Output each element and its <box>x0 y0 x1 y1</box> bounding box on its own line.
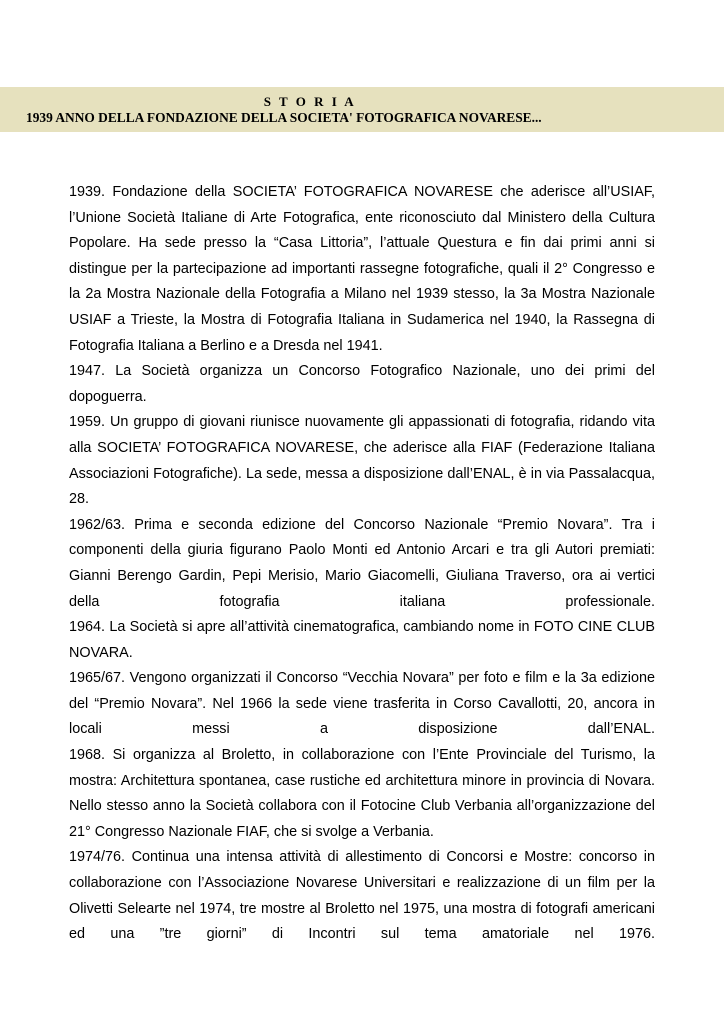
page-title: S T O R I A <box>263 94 357 109</box>
history-text <box>69 180 655 948</box>
paragraph-1965: 1965/67. Vengono organizzati il Concorso “Vecchia Novara” per foto e film e la 3a edizione del “Premio Novara”. Nel 1966 la sede viene trasferita in Corso Cavallotti, 20, ancora in locali messi a disposizione dall’ENAL. <box>69 670 655 738</box>
paragraph-1939: 1939. Fondazione della SOCIETA’ FOTOGRAFICA NOVARESE che aderisce all’USIAF, l’Unione Società Italiane di Arte Fotografica, ente riconosciuto dal Ministero della Cultura Popolare. Ha sede presso la “Casa Littoria”, l’attuale Questura e fin dai primi anni si distingue per la partecipazione ad importanti rassegne fotografiche, quali il 2° Congresso e la 2a Mostra Nazionale della Fotografia a Milano nel 1939 stesso, la 3a Mostra Nazionale USIAF a Trieste, la Mostra di Fotografia Italiana in Sudamerica nel 1940, la Rassegna di Fotografia Italiana a Berlino e a Dresda nel 1941. <box>69 184 655 354</box>
page-subtitle: 1939 ANNO DELLA FONDAZIONE DELLA SOCIETA' FOTOGRAFICA NOVARESE... <box>26 110 542 125</box>
paragraph-1962: 1962/63. Prima e seconda edizione del Concorso Nazionale “Premio Novara”. Tra i componenti della giuria figurano Paolo Monti ed Antonio Arcari e tra gli Autori premiati: Gianni Berengo Gardin, Pepi Merisio, Mario Giacomelli, Giuliana Traverso, ora ai vertici della fotografia italiana professionale. <box>69 516 655 610</box>
header-band <box>0 87 724 132</box>
paragraph-1959: 1959. Un gruppo di giovani riunisce nuovamente gli appassionati di fotografia, ridando vita alla SOCIETA’ FOTOGRAFICA NOVARESE, che aderisce alla FIAF (Federazione Italiana Associazioni Fotografiche). La sede, messa a disposizione dall’ENAL, è in via Passalacqua, 28. <box>69 414 655 508</box>
paragraph-1974: 1974/76. Continua una intensa attività di allestimento di Concorsi e Mostre: concorso in collaborazione con l’Associazione Novarese Universitari e realizzazione di un film per la Olivetti Selearte nel 1974, tre mostre al Broletto nel 1975, una mostra di fotografi americani ed una ”tre giorni” di Incontri sul tema amatoriale nel 1976. <box>69 849 655 943</box>
paragraph-1947: 1947. La Società organizza un Concorso Fotografico Nazionale, uno dei primi del dopoguerra. <box>69 363 655 405</box>
paragraph-1968: 1968. Si organizza al Broletto, in collaborazione con l’Ente Provinciale del Turismo, la mostra: Architettura spontanea, case rustiche ed architettura minore in provincia di Novara. Nello stesso anno la Società collabora con il Fotocine Club Verbania all’organizzazione del 21° Congresso Nazionale FIAF, che si svolge a Verbania. <box>69 747 655 840</box>
paragraph-1964: 1964. La Società si apre all’attività cinematografica, cambiando nome in FOTO CINE CLUB NOVARA. <box>69 619 655 661</box>
